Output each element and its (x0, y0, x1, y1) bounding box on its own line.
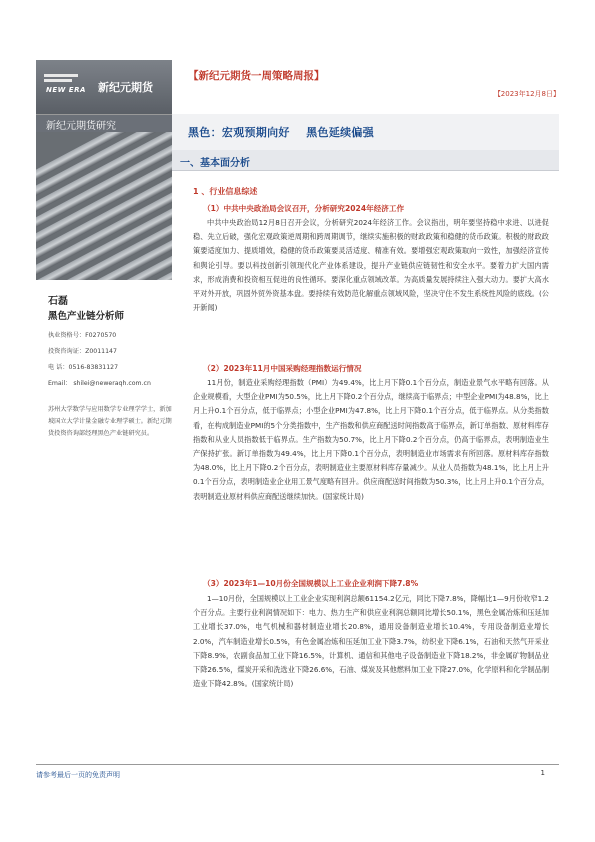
analyst-bio: 苏州大学数学与应用数学专业理学学士，新加坡国立大学计量金融专业理学硕士。新纪元期货投资咨询部经理黑色产业链研究员。 (48, 406, 172, 437)
subsection-heading: 1 、行业信息综述 (193, 187, 258, 196)
sidebar-banner (36, 114, 172, 133)
rebar-illustration (36, 132, 172, 280)
section-title: 一、基本面分析 (180, 158, 250, 169)
page-number: 1 (540, 769, 545, 777)
company-logo (36, 60, 172, 114)
logo-text: 新纪元期货 (98, 81, 153, 94)
item-paragraph-3: 1—10月份，全国规模以上工业企业实现利润总额61154.2亿元，同比下降7.8%，降幅比1—9月份收窄1.2个百分点。主要行业利润情况如下：电力、热力生产和供应业利润总额同比增长50.1%，黑色金属冶炼和压延加工业增长37.0%，电气机械和器材制造业增长20.8%，通用设备制造业增长10.4%，专用设备制造业增长2.0%，汽车制造业增长0.5%，有色金属冶炼和压延加工业下降3.7%，纺织业下降6.1%，石油和天然气开采业下降8.9%，农副食品加工业下降16.5%，计算机、通信和其他电子设备制造业下降18.2%，非金属矿物制品业下降26.5%，煤炭开采和洗选业下降26.6%，石油、煤炭及其他燃料加工业下降27.0%，化学原料和化学制品制造业下降42.8%。(国家统计局) (193, 594, 550, 689)
analyst-email: Email： shilei@neweraqh.com.cn (48, 380, 151, 387)
analyst-license: 执业资格号：F0270570 (48, 332, 117, 339)
rebar-photo (36, 132, 172, 280)
item-heading-2: （2）2023年11月中国采购经理指数运行情况 (203, 364, 362, 373)
analyst-name: 石磊 (48, 296, 68, 307)
footer-divider (36, 764, 559, 765)
item-paragraph-1: 中共中央政治局12月8日召开会议，分析研究2024年经济工作。会议指出，明年要坚持稳中求进、以进促稳、先立后破，强化宏观政策逆周期和跨周期调节，继续实施积极的财政政策和稳健的货币政策。积极的财政政策要适度加力、提质增效，稳健的货币政策要灵活适度、精准有效。要增强宏观政策取向一致性，加强经济宣传和舆论引导。要以科技创新引领现代化产业体系建设，提升产业链供应链韧性和安全水平。要着力扩大国内需求，形成消费和投资相互促进的良性循环。要深化重点领域改革。为高质量发展持续注入强大动力。要扩大高水平对外开放，巩固外贸外资基本盘。要持续有效防范化解重点领域风险，坚决守住不发生系统性风险的底线。(公开新闻) (193, 218, 549, 313)
report-date: 【2023年12月8日】 (493, 90, 560, 98)
section-bar (172, 150, 559, 171)
analyst-consult-no: 投资咨询证：Z0011147 (48, 348, 117, 355)
headline-bar (172, 114, 559, 151)
headline: 黑色：宏观预期向好 黑色延续偏强 (188, 126, 375, 139)
sidebar-banner-label: 新纪元期货研究 (46, 121, 116, 132)
item-paragraph-2: 11月份，制造业采购经理指数（PMI）为49.4%，比上月下降0.1个百分点，制造业景气水平略有回落。从企业规模看，大型企业PMI为50.5%，比上月下降0.2个百分点，继续高于临界点；中型企业PMI为48.8%，比上月上升0.1个百分点，低于临界点；小型企业PMI为47.8%，比上月下降0.1个百分点，低于临界点。从分类指数看，在构成制造业PMI的5个分类指数中，生产指数和供应商配送时间指数高于临界点，新订单指数、原材料库存指数和从业人员指数低于临界点。生产指数为50.7%，比上月下降0.2个百分点，仍高于临界点，表明制造业生产保持扩张。新订单指数为49.4%，比上月下降0.1个百分点，表明制造业市场需求有所回落。原材料库存指数为48.0%，比上月下降0.2个百分点，表明制造业主要原材料库存量减少。从业人员指数为48.1%，比上月上升0.1个百分点，表明制造业企业用工景气度略有回升。供应商配送时间指数为50.3%，比上月上升0.1个百分点，表明制造业原材料供应商配送继续加快。(国家统计局) (193, 378, 549, 501)
report-title: 【新纪元期货一周策略周报】 (188, 70, 325, 82)
new-era-logo-icon (44, 72, 92, 102)
analyst-title: 黑色产业链分析师 (48, 311, 125, 322)
item-heading-3: （3）2023年1—10月份全国规模以上工业企业利润下降7.8% (203, 579, 419, 588)
disclaimer-note: 请参考最后一页的免责声明 (36, 771, 120, 779)
item-heading-1: （1）中共中央政治局会议召开，分析研究2024年经济工作 (203, 204, 405, 213)
analyst-phone: 电 话：0516-83831127 (48, 364, 119, 371)
logo-brand: NEW ERA (46, 86, 86, 94)
